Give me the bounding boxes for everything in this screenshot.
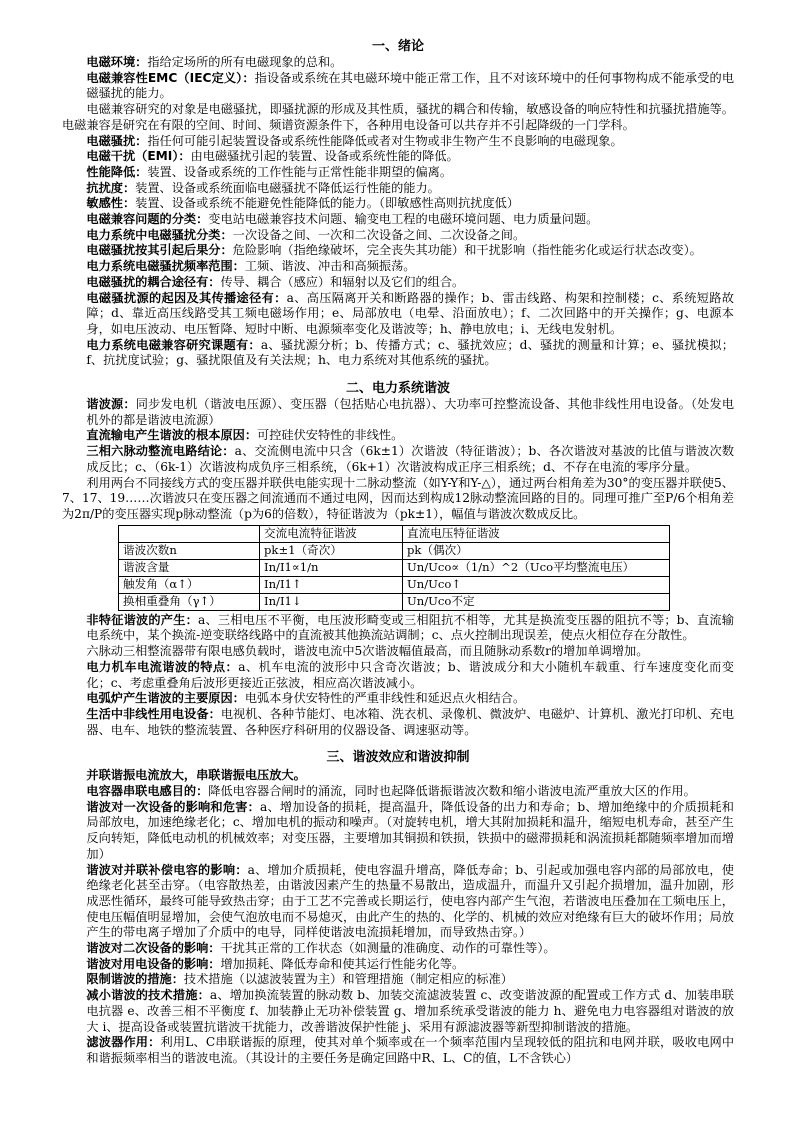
section-2-body-bottom xyxy=(62,613,734,739)
definition: 电弧本身伏安特性的严重非线性和延迟点火相结合。 xyxy=(244,691,526,706)
paragraph xyxy=(62,941,734,957)
term: 生活中非线性用电设备： xyxy=(86,706,221,721)
table-cell: Un/Uco∝（1/n）^2（Uco平均整流电压） xyxy=(403,559,670,576)
term: 限制谐波的措施： xyxy=(86,972,184,987)
definition: 干扰其正常的工作状态（如测量的准确度、动作的可靠性等）。 xyxy=(220,941,556,956)
term: 电磁骚扰： xyxy=(86,133,148,148)
table-row xyxy=(119,593,670,610)
definition: a、交流侧电流中只含（6k±1）次谐波（特征谐波）；b、各次谐波对基波的比值与谐波次数成反比；c、（6k-1）次谐波构成负序三相系统，（6k+1）次谐波构成正序三相系统；d、不存在电流的零序分量。 xyxy=(86,444,735,474)
definition: 六脉动三相整流器带有限电感负载时，谐波电流中5次谐波幅值最高，而且随脉动系数r的增加单调增加。 xyxy=(86,644,649,659)
term: 电磁兼容性EMC（IEC定义）： xyxy=(86,70,255,85)
table-row xyxy=(119,542,670,559)
table-row xyxy=(119,576,670,593)
paragraph xyxy=(62,397,734,428)
paragraph xyxy=(62,863,734,942)
paragraph xyxy=(62,972,734,988)
definition: 装置、设备或系统不能避免性能降低的能力。（即敏感性高则抗扰度低） xyxy=(135,196,520,211)
paragraph xyxy=(62,957,734,973)
table-cell: In/I1↓ xyxy=(260,593,403,610)
table-cell xyxy=(119,525,260,542)
paragraph xyxy=(62,228,734,244)
term: 电力系统中电磁骚扰分类： xyxy=(86,227,233,242)
term: 电磁干扰（EMI）： xyxy=(86,149,191,164)
paragraph xyxy=(62,476,734,523)
paragraph xyxy=(62,1035,734,1066)
term: 电磁兼容问题的分类： xyxy=(86,212,209,227)
paragraph xyxy=(62,768,734,784)
paragraph xyxy=(62,212,734,228)
paragraph xyxy=(62,165,734,181)
term: 敏感性： xyxy=(86,196,136,211)
definition: 利用两台不同接线方式的变压器并联供电能实现十二脉动整流（如Y-Y和Y-△），通过两台相角差为30°的变压器并联使5、7、17、19……次谐波只在变压器之间流通而不通过电网，因而达到构成12脉动整流回路的目的。同理可推广至P/6个相角差为2π/P的变压器实现p脉动整流（p为6的倍数），特征谐波为（pk±1），幅值与谐波次数成反比。 xyxy=(62,475,734,521)
table-cell: 交流电流特征谐波 xyxy=(260,525,403,542)
document-page xyxy=(62,38,734,1067)
section-1-body xyxy=(62,55,734,369)
paragraph xyxy=(62,102,734,133)
definition: a、增加介质损耗，使电容温升增高，降低寿命；b、引起或加强电容内部的局部放电，使绝缘老化甚至击穿。（电容散热差，由谐波因素产生的热量不易散出，造成温升，而温升又引起介损增加，温升加剧，形成恶性循环，最终可能导致热击穿；由于工艺不完善或长期运行，使电容内部产生气泡，若谐波电压叠加在工频电压上，使电压幅值明显增加，会使气泡放电而不易熄灭，由此产生的热的、化学的、机械的效应对绝缘有巨大的破坏作用；局放产生的带电离子增加了介质中的电导，同样使谐波电流损耗增加，而导致热击穿。） xyxy=(86,862,734,940)
section-title-2: 二、电力系统谐波 xyxy=(345,381,450,397)
paragraph xyxy=(62,988,734,1035)
table-cell: 谐波含量 xyxy=(119,559,260,576)
table-cell: 触发角（α↑） xyxy=(119,576,260,593)
table-cell: pk±1（奇次） xyxy=(260,542,403,559)
definition: 指设备或系统在其电磁环境中能正常工作，且不对该环境中的任何事物构成不能承受的电磁骚扰的能力。 xyxy=(86,70,735,101)
paragraph xyxy=(62,613,734,644)
definition: a、高压隔离开关和断路器的操作；b、雷击线路、构架和控制楼；c、系统短路故障；d、靠近高压线路受其工频电磁场作用；e、局部放电（电晕、沿面放电）；f、二次回路中的开关操作；g、电源本身，如电压波动、电压暂降、短时中断、电源频率变化及谐波等；h、静电放电；i、无线电发射机。 xyxy=(86,290,734,336)
definition: 一次设备之间、一次和二次设备之间、二次设备之间。 xyxy=(232,227,526,242)
section-3-body xyxy=(62,768,734,1066)
table-cell: In/I1∝1/n xyxy=(260,559,403,576)
paragraph xyxy=(62,243,734,259)
section-title-3: 三、谐波效应和谐波抑制 xyxy=(326,750,470,766)
paragraph xyxy=(62,71,734,102)
paragraph xyxy=(62,291,734,338)
paragraph xyxy=(62,134,734,150)
paragraph xyxy=(62,149,734,165)
term: 性能降低： xyxy=(86,164,148,179)
definition: 利用L、C串联谐振的原理，使其对单个频率或在一个频率范围内呈现较低的阻抗和电网并联，吸收电网中和谐振频率相当的谐波电流。（其设计的主要任务是确定回路中R、L、C的值，L不含铁心） xyxy=(86,1035,735,1065)
table-cell: 谐波次数n xyxy=(119,542,260,559)
paragraph xyxy=(62,338,734,369)
definition: a、骚扰源分析；b、传播方式；c、骚扰效应；d、骚扰的测量和计算；e、骚扰模拟；f、抗扰度试验；g、骚扰限值及有关法规；h、电力系统对其他系统的骚扰。 xyxy=(86,337,734,368)
definition: 装置、设备或系统面临电磁骚扰不降低运行性能的能力。 xyxy=(135,180,440,195)
term: 电力机车电流谐波的特点： xyxy=(86,659,239,674)
table-cell: Un/Uco↑ xyxy=(403,576,670,593)
paragraph xyxy=(62,55,734,71)
section-title-1: 一、绪论 xyxy=(371,39,424,54)
definition: 可控硅伏安特性的非线性。 xyxy=(257,428,404,443)
paragraph xyxy=(62,181,734,197)
definition: 传导、耦合（感应）和辐射以及它们的组合。 xyxy=(220,274,465,289)
term: 抗扰度： xyxy=(86,180,136,195)
term: 电磁骚扰源的起因及其传播途径有： xyxy=(86,290,287,305)
table-header-row xyxy=(119,525,670,542)
definition: 装置、设备或系统的工作性能与正常性能非期望的偏离。 xyxy=(147,164,453,179)
paragraph xyxy=(62,660,734,691)
term: 滤波器作用： xyxy=(86,1035,161,1050)
section-2-body-top xyxy=(62,397,734,523)
table-cell: 直流电压特征谐波 xyxy=(403,525,670,542)
definition: a、增加设备的损耗，提高温升，降低设备的出力和寿命；b、增加绝缘中的介质损耗和局部放电，加速绝缘老化；c、增加电机的振动和噪声。（对旋转电机，增大其附加损耗和温升，缩短电机寿命，甚至产生反向转矩，降低电动机的机械效率；对变压器，主要增加其铜损和铁损，铁损中的磁滞损耗和涡流损耗都随频率增加而增加） xyxy=(86,799,734,861)
term: 电容器串联电感目的： xyxy=(86,784,209,799)
paragraph xyxy=(62,428,734,444)
harmonic-characteristics-table xyxy=(118,525,670,611)
definition: 指任何可能引起装置设备或系统性能降低或者对生物或非生物产生不良影响的电磁现象。 xyxy=(147,133,623,148)
term: 直流输电产生谐波的根本原因： xyxy=(86,428,258,443)
definition: a、三相电压不平衡，电压波形畸变或三相阻抗不相等，尤其是换流变压器的阻抗不等；b、直流输电系统中，某个换流-逆变联络线路中的直流被其他换流站调制；c、点火控制出现误差，使点火相位存在分散性。 xyxy=(86,612,734,643)
paragraph xyxy=(62,259,734,275)
term: 并联谐振电流放大，串联谐振电压放大。 xyxy=(86,768,306,783)
table-cell: In/I1↑ xyxy=(260,576,403,593)
definition: 指给定场所的所有电磁现象的总和。 xyxy=(147,55,343,69)
definition: 工频、谐波、冲击和高频振荡。 xyxy=(244,259,416,274)
term: 电磁环境： xyxy=(86,55,148,69)
paragraph xyxy=(62,691,734,707)
term: 电弧炉产生谐波的主要原因： xyxy=(86,691,245,706)
paragraph xyxy=(62,784,734,800)
definition: 降低电容器合闸时的涌流，同时也起降低谐振谐波次数和缩小谐波电流严重放大区的作用。 xyxy=(208,784,696,799)
paragraph xyxy=(62,800,734,863)
term: 减小谐波的技术措施： xyxy=(86,988,210,1003)
definition: 增加损耗、降低寿命和使其运行性能劣化等。 xyxy=(220,956,465,971)
table-row xyxy=(119,559,670,576)
paragraph xyxy=(62,644,734,660)
definition: 由电磁骚扰引起的装置、设备或系统性能的降低。 xyxy=(190,149,459,164)
term: 非特征谐波的产生： xyxy=(86,612,199,627)
term: 电力系统电磁骚扰频率范围： xyxy=(86,259,245,274)
term: 电力系统电磁兼容研究课题有： xyxy=(86,337,261,352)
term: 三相六脉动整流电路结论： xyxy=(86,444,235,459)
term: 电磁骚扰按其引起后果分： xyxy=(86,243,233,258)
definition: 电视机、各种节能灯、电冰箱、洗衣机、录像机、微波炉、电磁炉、计算机、激光打印机、充电器、电车、地铁的整流装置、各种医疗科研用的仪器设备、调速驱动等。 xyxy=(86,706,735,737)
term: 电磁骚扰的耦合途径有： xyxy=(86,274,221,289)
term: 谐波源： xyxy=(86,397,136,412)
definition: 电磁兼容研究的对象是电磁骚扰，即骚扰源的形成及其性质，骚扰的耦合和传输，敏感设备的响应特性和抗骚扰措施等。电磁兼容是研究在有限的空间、时间、频谱资源条件下，各种用电设备可以共存并不引起降级的一门学科。 xyxy=(62,102,734,132)
definition: 同步发电机（谐波电压源）、变压器（包括贴心电抗器）、大功率可控整流设备、其他非线性用电设备。（处发电机外的都是谐波电流源） xyxy=(86,397,735,427)
paragraph xyxy=(62,707,734,738)
term: 谐波对二次设备的影响： xyxy=(86,941,221,956)
definition: 变电站电磁兼容技术问题、输变电工程的电磁环境问题、电力质量问题。 xyxy=(208,212,599,227)
term: 谐波对用电设备的影响： xyxy=(86,956,221,971)
term: 谐波对并联补偿电容的影响： xyxy=(86,862,248,877)
paragraph xyxy=(62,275,734,291)
paragraph xyxy=(62,196,734,212)
paragraph xyxy=(62,444,734,475)
definition: a、机车电流的波形中只含奇次谐波；b、谐波成分和大小随机车载重、行车速度变化而变化；c、考虑重叠角后波形更接近正弦波，相应高次谐波减小。 xyxy=(86,659,734,690)
table-cell: 换相重叠角（γ↑） xyxy=(119,593,260,610)
term: 谐波对一次设备的影响和危害： xyxy=(86,799,261,814)
table-cell: Un/Uco不定 xyxy=(403,593,670,610)
table-cell: pk（偶次） xyxy=(403,542,670,559)
definition: a、增加换流装置的脉动数 b、加装交流滤波装置 c、改变谐波源的配置或工作方式 d、加装串联电抗器 e、改善三相不平衡度 f、加装静止无功补偿装置 g、增加系统承受谐波的能力 h、避免电力电容器组对谐波的放大 i、提高设备或装置抗谐波干扰能力，改善谐波保护性能 j、采用有源滤波器等新型抑制谐波的措施。 xyxy=(86,988,734,1034)
definition: 危险影响（指绝缘破坏，完全丧失其功能）和干扰影响（指性能劣化或运行状态改变）。 xyxy=(232,243,702,258)
definition: 技术措施（以滤波装置为主）和管理措施（制定相应的标准） xyxy=(183,972,513,987)
